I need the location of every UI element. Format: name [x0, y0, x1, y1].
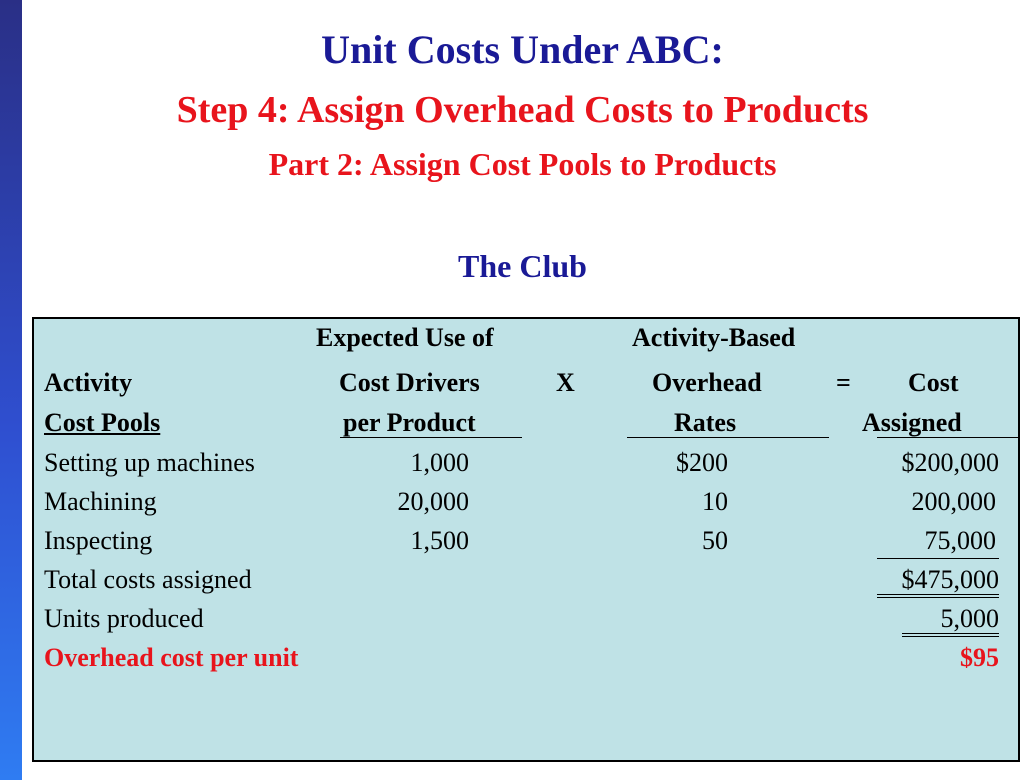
underline-rates: [627, 437, 829, 438]
row-rate: 50: [702, 526, 728, 555]
total-double-rule: [877, 594, 999, 598]
header-cost: Cost: [908, 368, 959, 397]
row-pool-label: Setting up machines: [44, 448, 255, 477]
header-cost-pools: Cost Pools: [44, 408, 161, 437]
units-produced-value: 5,000: [940, 604, 999, 633]
row-pool-label: Machining: [44, 487, 157, 516]
row-pool-label: Inspecting: [44, 526, 153, 555]
header-times-symbol: X: [556, 368, 575, 397]
total-costs-value: $475,000: [901, 565, 999, 594]
underline-assigned: [877, 437, 1020, 438]
subtotal-rule: [877, 558, 999, 559]
step-heading: Step 4: Assign Overhead Costs to Products: [176, 89, 869, 131]
units-double-rule: [902, 633, 999, 637]
row-cost-assigned: 200,000: [911, 487, 996, 516]
row-driver-use: 1,500: [410, 526, 469, 555]
underline-per-product: [340, 437, 522, 438]
row-driver-use: 20,000: [397, 487, 469, 516]
header-assigned: Assigned: [862, 408, 962, 437]
total-costs-label: Total costs assigned: [44, 565, 252, 594]
row-cost-assigned: 75,000: [924, 526, 996, 555]
row-rate: $200: [676, 448, 728, 477]
row-cost-assigned: $200,000: [901, 448, 999, 477]
header-activity-based: Activity-Based: [632, 323, 796, 352]
overhead-per-unit-value: $95: [960, 643, 999, 672]
header-activity: Activity: [44, 368, 133, 397]
header-equals-symbol: =: [836, 368, 851, 397]
header-overhead: Overhead: [652, 368, 762, 397]
header-cost-drivers: Cost Drivers: [339, 368, 480, 397]
header-per-product: per Product: [343, 408, 476, 437]
row-driver-use: 1,000: [410, 448, 469, 477]
row-rate: 10: [702, 487, 728, 516]
units-produced-label: Units produced: [44, 604, 204, 633]
part-heading: Part 2: Assign Cost Pools to Products: [268, 146, 777, 182]
cost-assignment-table: [32, 317, 1020, 762]
slide-title: Unit Costs Under ABC:: [321, 27, 724, 72]
company-name: The Club: [458, 248, 587, 284]
overhead-per-unit-label: Overhead cost per unit: [44, 643, 299, 672]
slide-side-bar: [0, 0, 22, 780]
header-expected-use: Expected Use of: [316, 323, 494, 352]
header-rates: Rates: [674, 408, 737, 437]
